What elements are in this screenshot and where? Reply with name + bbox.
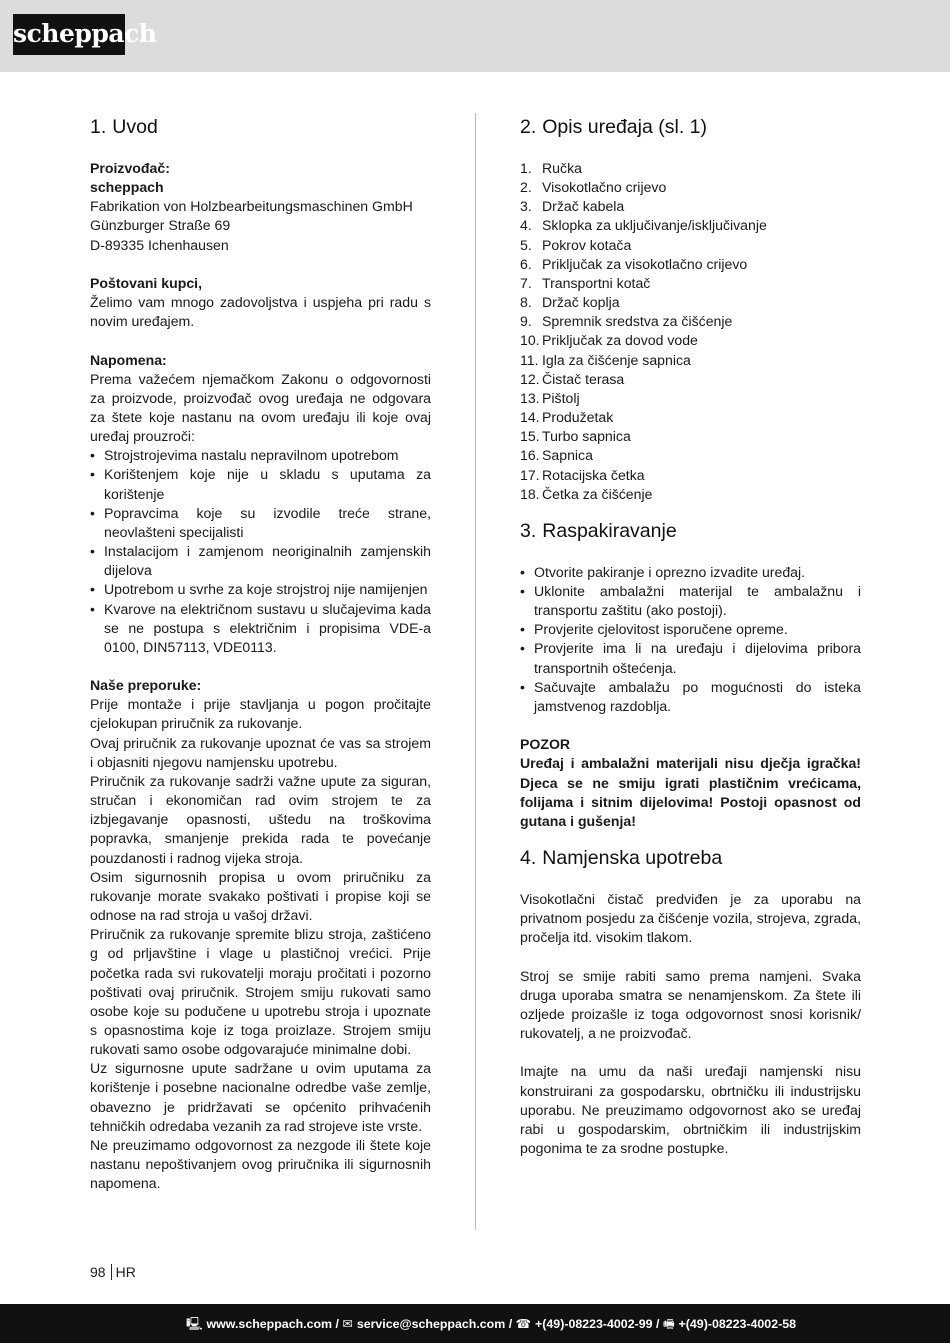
- footer-phone: +(49)-08223-4002-99 /: [535, 1317, 660, 1331]
- recommendation-paragraph: Priručnik za rukovanje spremite blizu stroja, zaštićeno g od prljavštine i vlage u plastičnoj vrećici. Prije početka rada svi rukovatelji moraju pročitati i pozorno poštivati ovaj priručnik. Strojem smiju rukovati samo osobe koje su podučene u upotrebu stroja i upoznate s opasnostima koje iz toga proizlaze. Strojem smiju rukovati samo osobe odgovarajuće minimalne dobi.: [90, 926, 431, 1058]
- footer-website[interactable]: www.scheppach.com /: [206, 1317, 339, 1331]
- brand-logo: scheppach: [13, 14, 125, 55]
- column-divider: [475, 113, 476, 1230]
- list-item: 15. Turbo sapnica: [520, 428, 631, 445]
- list-item: 8. Držač koplja: [520, 294, 620, 311]
- warning-label: POZOR: [520, 736, 571, 753]
- right-column: [520, 114, 861, 1158]
- recommendation-paragraph: Ovaj priručnik za rukovanje upoznat će vas sa strojem i objasniti njegovu namjensku upotrebu.: [90, 734, 431, 770]
- list-item: 12. Čistač terasa: [520, 370, 625, 387]
- greeting-label: Poštovani kupci,: [90, 274, 202, 291]
- parts-list: [520, 159, 861, 504]
- unpack-bullet: • Provjerite ima li na uređaju i dijelovima pribora transportnih oštećenja.: [520, 639, 861, 677]
- list-item: 6. Priključak za visokotlačno crijevo: [520, 255, 748, 272]
- recommendation-paragraph: Priručnik za rukovanje sadrži važne upute za siguran, stručan i ekonomičan rad ovim strojem te za izbjegavanje opasnosti, uštedu na troškovima popravka, smanjenje prekida rada te povećanje pouzdanosti i radnog vijeka stroja.: [90, 772, 431, 866]
- note-bullet: • Korištenjem koje nije u skladu s uputama za korištenje: [90, 465, 431, 503]
- unpack-bullet: • Uklonite ambalažni materijal te ambalažnu i transportu zaštitu (ako postoji).: [520, 582, 861, 620]
- phone-icon: ☎: [515, 1316, 532, 1331]
- note-label: Napomena:: [90, 351, 167, 368]
- list-item: 14. Produžetak: [520, 409, 614, 426]
- intended-use-paragraph: Imajte na umu da naši uređaji namjenski nisu konstruirani za gospodarsku, obrtničku ili industrijsku uporabu. Ne preuzimamo odgovornost ako se uređaj rabi u gospodarskim, obrtničkim ili industrijskim pogonima te za srodne postupke.: [520, 1063, 861, 1156]
- producer-label: Proizvođač:: [90, 160, 170, 176]
- producer-line: Günzburger Straße 69: [90, 217, 231, 234]
- section-title-intro: 1. Uvod: [90, 116, 158, 138]
- greeting-text: Želimo vam mnogo zadovoljstva i uspjeha pri radu s novim uređajem.: [90, 294, 431, 330]
- page-number: 98 HR: [90, 1264, 136, 1280]
- recommendation-paragraph: Ne preuzimamo odgovornost za nezgode ili štete koje nastanu nepoštivanjem ovog priručnika ili sigurnosnih napomena.: [90, 1136, 431, 1192]
- list-item: 10. Priključak za dovod vode: [520, 332, 698, 349]
- section-title-unpacking: 3. Raspakiravanje: [520, 519, 677, 542]
- page-footer: [0, 1304, 950, 1343]
- footer-email[interactable]: service@scheppach.com /: [356, 1317, 513, 1331]
- list-item: 3. Držač kabela: [520, 198, 625, 215]
- unpack-bullet: • Sačuvajte ambalažu po mogućnosti do isteka jamstvenog razdoblja.: [520, 678, 861, 716]
- list-item: 16. Sapnica: [520, 447, 593, 464]
- recommendations-label: Naše preporuke:: [90, 677, 202, 694]
- list-item: 18. Četka za čišćenje: [520, 485, 653, 502]
- recommendation-paragraph: Prije montaže i prije stavljanja u pogon pročitajte cjelokupan priručnik za rukovanje.: [90, 696, 431, 732]
- page-header: [0, 0, 950, 72]
- producer-line: Fabrikation von Holzbearbeitungsmaschinen GmbH: [90, 198, 413, 215]
- note-bullet: • Popravcima koje su izvodile treće strane, neovlašteni specijalisti: [90, 504, 431, 542]
- mail-icon: ✉: [342, 1316, 353, 1331]
- section-title-description: 2. Opis uređaja (sl. 1): [520, 116, 707, 138]
- list-item: 5. Pokrov kotača: [520, 236, 632, 253]
- section-title-intended-use: 4. Namjenska upotreba: [520, 846, 723, 869]
- recommendation-paragraph: Osim sigurnosnih propisa u ovom priručniku za rukovanje morate svakako poštivati i propise koji se odnose na rad stroja u vašoj državi.: [90, 868, 431, 924]
- list-item: 9. Spremnik sredstva za čišćenje: [520, 313, 733, 330]
- warning-text: Uređaj i ambalažni materijali nisu dječja igračka! Djeca se ne smiju igrati plastičnim vrećicama, folijama i sitnim dijelovima! Postoji opasnost od gutana i gušenja!: [520, 755, 861, 829]
- producer-line: D-89335 Ichenhausen: [90, 236, 229, 253]
- fax-icon: 🖷: [662, 1316, 675, 1331]
- note-bullet: • Kvarove na električnom sustavu u slučajevima kada se ne postupa s električnim i propisima VDE-a 0100, DIN57113, VDE0113.: [90, 600, 431, 657]
- note-bullet: • Instalacijom i zamjenom neoriginalnih zamjenskih dijelova: [90, 542, 431, 580]
- list-item: 2. Visokotlačno crijevo: [520, 179, 667, 196]
- note-bullet: • Upotrebom u svrhe za koje strojstroj nije namijenjen: [90, 580, 431, 599]
- computer-icon: 🖳: [186, 1316, 203, 1331]
- list-item: 13. Pištolj: [520, 389, 580, 406]
- intended-use-paragraph: Stroj se smije rabiti samo prema namjeni. Svaka druga uporaba smatra se nenamjenskom. Za štete ili ozljede proizašle iz toga odgovornost snosi korisnik/ rukovatelj, a ne proizvođač.: [520, 967, 861, 1042]
- footer-fax: +(49)-08223-4002-58: [678, 1317, 796, 1331]
- list-item: 11. Igla za čišćenje sapnica: [520, 351, 691, 368]
- unpack-bullet: • Otvorite pakiranje i oprezno izvadite uređaj.: [520, 563, 861, 582]
- unpack-bullet: • Provjerite cjelovitost isporučene opreme.: [520, 620, 861, 639]
- list-item: 1. Ručka: [520, 160, 582, 176]
- list-item: 4. Sklopka za uključivanje/isključivanje: [520, 217, 767, 234]
- left-column: [90, 114, 431, 1193]
- list-item: 17. Rotacijska četka: [520, 466, 645, 483]
- note-bullet: • Strojstrojevima nastalu nepravilnom upotrebom: [90, 446, 431, 465]
- recommendation-paragraph: Uz sigurnosne upute sadržane u ovim uputama za korištenje i posebne nacionalne odredbe vaše zemlje, obavezno je pridržavati se općenito prihvaćenih tehničkih odredaba vezanih za rad strojeve iste vrste.: [90, 1060, 431, 1134]
- list-item: 7. Transportni kotač: [520, 274, 651, 291]
- note-text: Prema važećem njemačkom Zakonu o odgovornosti za proizvode, proizvođač ovog uređaja ne odgovara za štete koje nastanu na ovom uređaju ili koje ovaj uređaj prouzroči:: [90, 370, 431, 445]
- intended-use-paragraph: Visokotlačni čistač predviđen je za uporabu na privatnom posjedu za čišćenje vozila, strojeva, zgrada, pročelja itd. visokim tlakom.: [520, 890, 861, 946]
- producer-name: scheppach: [90, 179, 164, 196]
